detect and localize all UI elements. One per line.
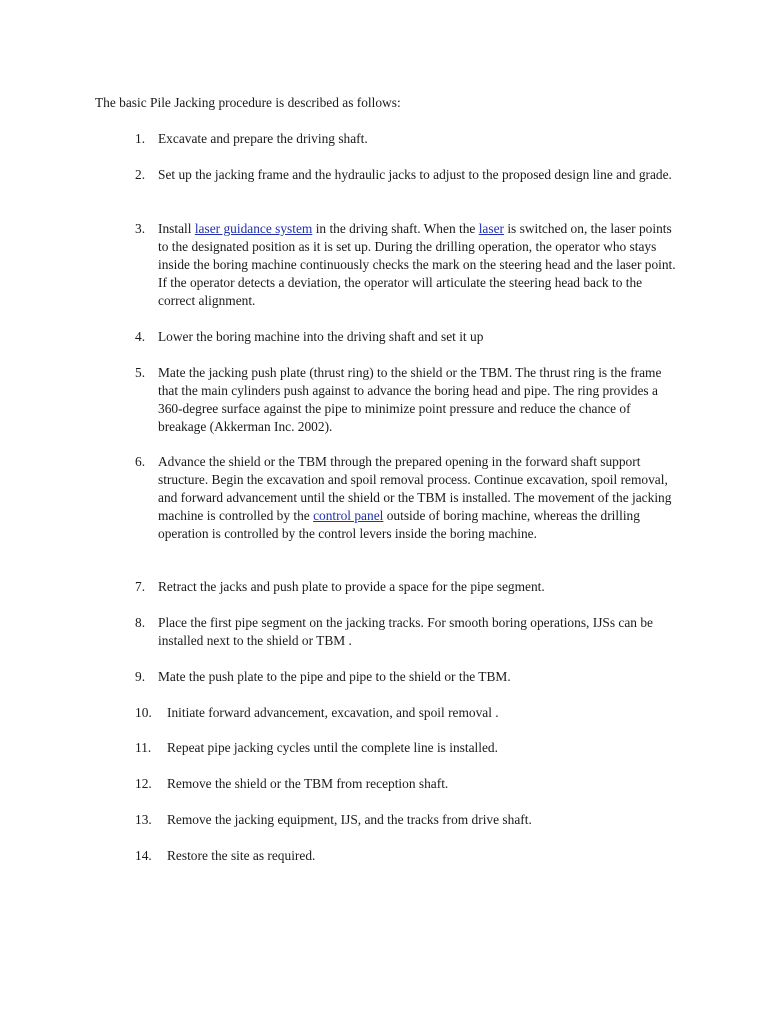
item-number: 8. [135, 615, 146, 630]
item-text: Restore the site as required. [167, 848, 316, 863]
item-text: Excavate and prepare the driving shaft. [158, 131, 368, 146]
item-number: 10. [135, 705, 152, 720]
list-item-4 [135, 328, 680, 346]
item-number: 9. [135, 669, 146, 684]
item-number: 14. [135, 848, 152, 863]
item-text-part: Install [158, 221, 195, 236]
item-text-part: Advance the shield or the TBM through the prepared opening in the forward shaft support structure. Begin the excavation and spoil removal process. Continue excavation, spoil removal, and forward advancement until the shield or the TBM is installed. The movement of the jacking machine is controlled by the [158, 454, 672, 523]
item-text: Initiate forward advancement, excavation, and spoil removal . [167, 705, 499, 720]
list-item-11 [135, 739, 680, 757]
list-item-13 [135, 811, 680, 829]
list-item-2 [135, 166, 680, 184]
item-text-part: is switched on, the laser points to the designated position as it is set up. During the drilling operation, the operator who stays inside the boring machine continuously checks the mark on the steering head and the laser point. If the operator detects a deviation, the operator will articulate the steering head back to the correct alignment. [158, 221, 676, 308]
list-item-1 [135, 130, 680, 148]
list-item-14 [135, 847, 680, 865]
item-text [158, 220, 680, 310]
item-text: Lower the boring machine into the driving shaft and set it up [158, 329, 484, 344]
control-panel-link[interactable]: control panel [313, 508, 384, 523]
list-item-10 [135, 704, 680, 722]
item-number: 1. [135, 131, 146, 146]
item-number: 6. [135, 454, 146, 469]
item-text: Repeat pipe jacking cycles until the complete line is installed. [167, 740, 498, 755]
item-number: 3. [135, 221, 146, 236]
item-text [158, 453, 680, 543]
item-text: Place the first pipe segment on the jacking tracks. For smooth boring operations, IJSs can be installed next to the shield or TBM . [158, 615, 653, 648]
list-item-12 [135, 775, 680, 793]
item-text-part: outside of boring machine, whereas the drilling operation is controlled by the control levers inside the boring machine. [158, 508, 640, 541]
item-text: Mate the jacking push plate (thrust ring) to the shield or the TBM. The thrust ring is the frame that the main cylinders push against to advance the boring head and pipe. The ring provides a 360-degree surface against the pipe to minimize point pressure and reduce the chance of breakage (Akkerman Inc. 2002). [158, 365, 662, 434]
item-number: 12. [135, 776, 152, 791]
list-item-8 [135, 614, 680, 650]
list-item-6 [135, 453, 680, 543]
item-text: Set up the jacking frame and the hydraulic jacks to adjust to the proposed design line and grade. [158, 167, 672, 182]
item-text: Remove the shield or the TBM from reception shaft. [167, 776, 449, 791]
laser-link[interactable]: laser [478, 221, 504, 236]
list-item-5 [135, 364, 680, 436]
intro-paragraph: The basic Pile Jacking procedure is described as follows: [95, 95, 401, 110]
item-number: 5. [135, 365, 146, 380]
item-number: 4. [135, 329, 146, 344]
item-text: Retract the jacks and push plate to provide a space for the pipe segment. [158, 579, 545, 594]
list-item-9 [135, 668, 680, 686]
list-item-7 [135, 578, 680, 596]
item-text: Remove the jacking equipment, IJS, and the tracks from drive shaft. [167, 812, 532, 827]
item-text-part: in the driving shaft. When the [312, 221, 479, 236]
laser-guidance-system-link[interactable]: laser guidance system [194, 221, 313, 236]
list-item-3 [135, 220, 680, 310]
item-number: 11. [135, 740, 152, 755]
item-number: 13. [135, 812, 152, 827]
item-number: 2. [135, 167, 146, 182]
item-number: 7. [135, 579, 146, 594]
item-text: Mate the push plate to the pipe and pipe to the shield or the TBM. [158, 669, 511, 684]
